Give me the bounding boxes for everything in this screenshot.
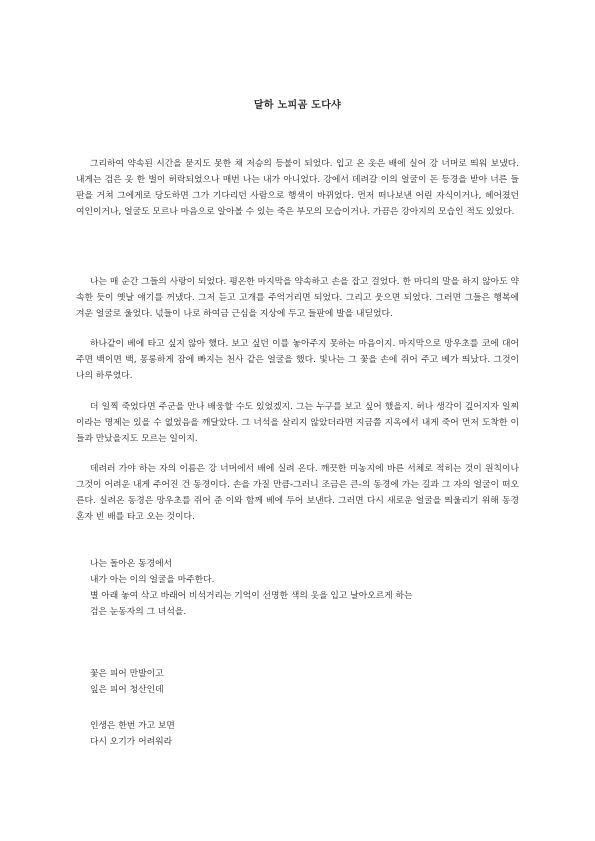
paragraph-5: 데려러 가야 하는 자의 이름은 강 너머에서 배에 실려 온다. 깨끗한 미농지에 바른 서체로 적히는 것이 원칙이나 그것이 어려운 내게 주어진 건 동경이다. 손을 가질 만큼-그러니 조금은 큰-의 동경에 가는 길과 그 자의 얼굴이 떠오른다. 실려온 동경은 망우초를 쥐어 준 이와 함께 베에 두어 보낸다. 그러면 다시 새로운 얼굴을 띄울리기 위해 동경 혼자 빈 배를 타고 오는 것이다.: [76, 464, 519, 522]
verse-block-3: [90, 718, 530, 750]
document-title: 달하 노피곰 도다샤: [253, 100, 342, 111]
verse-line: 내가 아는 이의 얼굴을 마주한다.: [90, 575, 215, 585]
verse-line: 다시 오기가 어려워라: [90, 737, 173, 747]
verse-line: 별 아래 놓여 삭고 바래어 비석거리는 기억이 선명한 색의 옷을 입고 날아오르게 하는: [90, 591, 413, 601]
paragraph-3: 하나같이 베에 타고 싶지 않아 했다. 보고 싶던 이를 놓아주지 못하는 마음이지. 마지막으로 망우초를 코에 대어 주면 백이면 백, 몽롱하게 잠에 빠지는 천사 같은 얼굴을 했다. 빛나는 그 꽃을 손에 쥐어 주고 베가 띄났다. 그것이 나의 하루였다.: [76, 339, 519, 381]
verse-line: 꽃은 피어 만발이고: [90, 669, 164, 679]
paragraph-4: 더 일찍 죽었다면 주군을 만나 배웅할 수도 있었겠지. 그는 누구를 보고 싶어 했을지. 허나 생각이 깊어지자 일찌이라는 명제는 있을 수 없었음을 깨달았다. 그 너석을 살리지 않았더라면 지금쯤 지옥에서 내게 죽어 먼저 도착한 이들과 만났을지도 모르는 일이지.: [76, 402, 519, 444]
verse-line: 검은 눈동자의 그 녀석을.: [90, 607, 187, 617]
verse-block-1: [90, 556, 530, 620]
verse-line: 나는 돌아온 동경에서: [90, 559, 173, 569]
verse-block-2: [90, 666, 530, 698]
paragraph-1: 그리하여 약속된 시간을 묻지도 못한 채 저승의 등불이 되었다. 입고 온 옷은 배에 실어 강 너머로 띄워 보냈다. 내게는 검은 옷 한 벌이 허락되었으나 매번 나는 내가 아니었다. 강에서 데려갈 이의 얼굴이 돈 등경을 받아 너른 들판을 거쳐 그에게로 당도하면 그가 기다리던 사람으로 행색이 바뀌었다. 먼저 떠나보낸 어린 자식이거나, 헤어졌던 여인이거나, 얼굴도 모르나 마음으로 알아볼 수 있는 죽은 부모의 모습이거나. 가끔은 강아지의 모습인 적도 있었다.: [76, 159, 519, 217]
verse-line: 인생은 한번 가고 보면: [90, 721, 175, 731]
verse-line: 잎은 피어 청산인데: [90, 685, 164, 695]
paragraph-2: 나는 매 순간 그들의 사랑이 되었다. 평온한 마지막을 약속하고 손을 잡고 걸었다. 한 마디의 말을 하지 않아도 약속한 듯이 옛날 얘기를 꺼냈다. 그저 듣고 고개를 주억거리면 되었다. 그리고 웃으면 되었다. 그러면 그들은 행복에 겨운 얼굴로 울었다. 넋들이 나로 하여금 근심을 지상에 두고 들판에 발을 내딛었다.: [76, 277, 519, 319]
